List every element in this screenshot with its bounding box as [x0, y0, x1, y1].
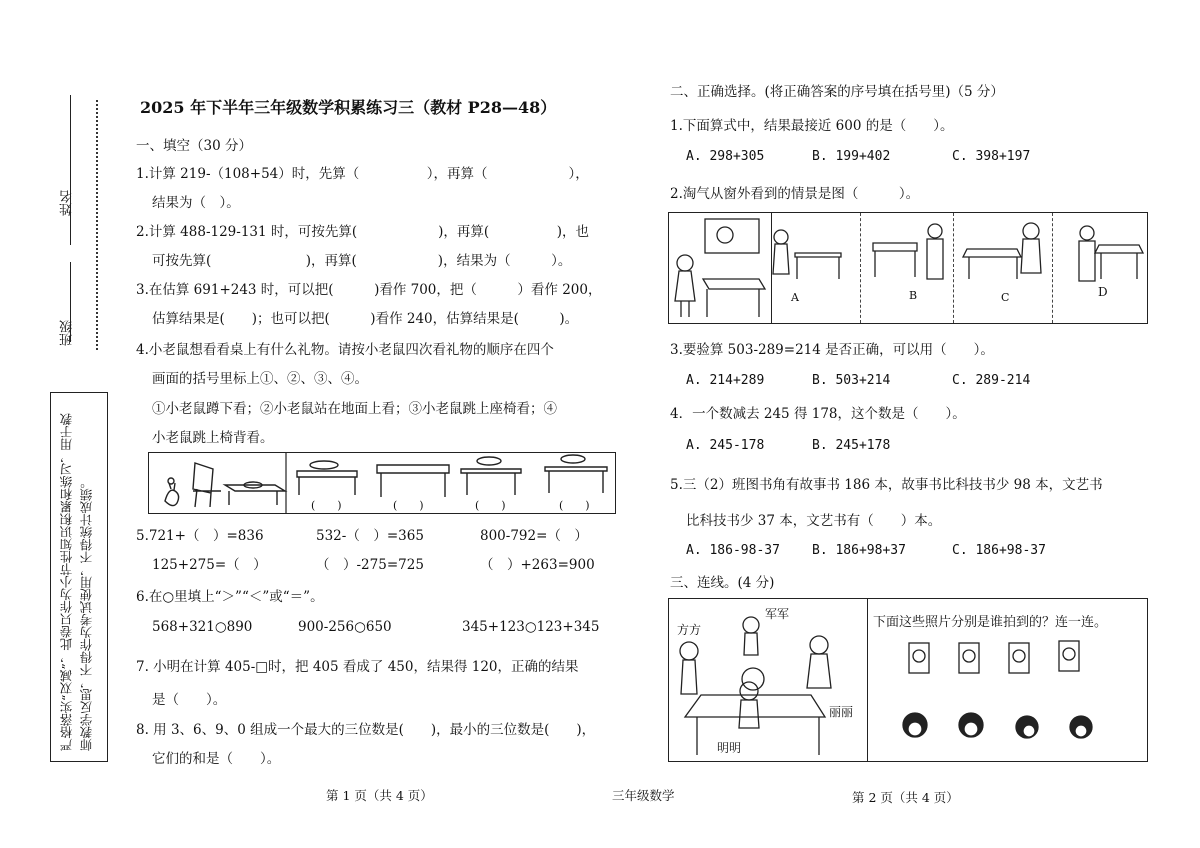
q7-line2: 是（ ）。: [152, 692, 227, 708]
q4-answer-paren-1[interactable]: ( ): [311, 499, 342, 512]
q1-line1: 1.计算 219-（108+54）时，先算（ ），再算（ ），: [136, 166, 589, 182]
c5-line2: 比科技书少 37 本，文艺书有（ ）本。: [686, 513, 942, 529]
matching-prompt: 下面这些照片分别是谁拍到的？连一连。: [873, 615, 1108, 630]
q8-line1: 8. 用 3、6、9、0 组成一个最大的三位数是( )，最小的三位数是( )，: [136, 722, 596, 738]
c2-scenes-illustration: [669, 213, 1147, 323]
c2-label-a[interactable]: A: [791, 291, 799, 304]
c2-label-b[interactable]: B: [909, 289, 918, 302]
c4-option-b[interactable]: B. 245+178: [812, 438, 891, 453]
q3-line2: 估算结果是( )；也可以把( )看作 240，估算结果是( )。: [152, 311, 579, 327]
q6-compare-3[interactable]: 345+123○123+345: [462, 619, 600, 635]
q5-row2-item3[interactable]: （ ）+263=900: [480, 557, 595, 573]
c1-question: 1.下面算式中，结果最接近 600 的是（ ）。: [670, 118, 954, 134]
name-junjun: 军军: [765, 607, 790, 621]
c1-option-a[interactable]: A. 298+305: [686, 149, 765, 164]
q2-line1: 2.计算 488-129-131 时，可按先算( )，再算( )，也: [136, 224, 589, 240]
q4-answer-paren-4[interactable]: ( ): [559, 499, 590, 512]
c2-question: 2.淘气从窗外看到的情景是图（ ）。: [670, 186, 920, 202]
q5-row2-item2[interactable]: （ ）-275=725: [316, 557, 424, 573]
c4-question: 4．一个数减去 245 得 178，这个数是（ ）。: [670, 406, 966, 422]
name-mingming: 明明: [717, 741, 742, 755]
notice-text: 严格落实“双减”，此卷只作为小节性知识积累和练习，用于教师教学反思，不得作为考试使用，不得统计成绩。: [59, 413, 94, 751]
c5-line1: 5.三（2）班图书角有故事书 186 本，故事书比科技书少 98 本，文艺书: [670, 477, 1103, 493]
c3-option-a[interactable]: A. 214+289: [686, 373, 765, 388]
q5-row1-item2[interactable]: 532-（ ）=365: [316, 528, 424, 544]
page-2-footer: 第 2 页（共 4 页）: [852, 790, 959, 805]
q5-row2-item1[interactable]: 125+275=（ ）: [152, 557, 267, 573]
c1-option-c[interactable]: C. 398+197: [952, 149, 1031, 164]
class-label: 班级: [60, 320, 75, 346]
c5-option-b[interactable]: B. 186+98+37: [812, 543, 906, 558]
c5-option-c[interactable]: C. 186+98-37: [952, 543, 1046, 558]
q6-compare-2[interactable]: 900-256○650: [298, 619, 392, 635]
name-fangfang: 方方: [677, 623, 702, 637]
q7-line1: 7. 小明在计算 405-□时，把 405 看成了 450，结果得 120，正确的结果: [136, 659, 579, 675]
center-footer: 三年级数学: [612, 788, 675, 803]
section-2-heading: 二、正确选择。(将正确答案的序号填在括号里)（5 分）: [670, 84, 1004, 100]
c2-picture-panel: [668, 212, 1148, 324]
c2-label-c[interactable]: C: [1001, 291, 1010, 304]
q4-line4: 小老鼠跳上椅背看。: [152, 430, 274, 446]
notice-box: [50, 392, 108, 762]
matching-panel: [668, 598, 1148, 762]
q6-line1: 6.在○里填上“＞”“＜”或“＝”。: [136, 589, 324, 605]
page-title: 2025 年下半年三年级数学积累练习三（教材 P28—48）: [140, 98, 557, 117]
q5-row1-item3[interactable]: 800-792=（ ）: [480, 528, 588, 544]
c2-label-d[interactable]: D: [1098, 285, 1108, 299]
section-3-heading: 三、连线。(4 分): [670, 575, 775, 591]
section-1-heading: 一、填空（30 分）: [136, 138, 252, 154]
c4-option-a[interactable]: A. 245-178: [686, 438, 765, 453]
name-lili: 丽丽: [829, 705, 854, 719]
c3-option-b[interactable]: B. 503+214: [812, 373, 891, 388]
c5-option-a[interactable]: A. 186-98-37: [686, 543, 780, 558]
q4-picture-strip: [148, 452, 616, 514]
q4-line2: 画面的括号里标上①、②、③、④。: [152, 371, 368, 387]
q1-line2: 结果为（ ）。: [152, 195, 240, 211]
c3-option-c[interactable]: C. 289-214: [952, 373, 1031, 388]
q6-compare-1[interactable]: 568+321○890: [152, 619, 253, 635]
q5-row1-item1[interactable]: 5.721+（ ）=836: [136, 528, 264, 544]
q4-answer-paren-3[interactable]: ( ): [475, 499, 506, 512]
name-label: 姓名: [60, 190, 75, 216]
q3-line1: 3.在估算 691+243 时，可以把( )看作 700，把（ ）看作 200，: [136, 282, 602, 298]
q2-line2: 可按先算( )，再算( )，结果为（ ）。: [152, 253, 572, 269]
q4-line3: ①小老鼠蹲下看；②小老鼠站在地面上看；③小老鼠跳上座椅看；④: [152, 401, 557, 417]
c1-option-b[interactable]: B. 199+402: [812, 149, 891, 164]
q8-line2: 它们的和是（ ）。: [152, 751, 281, 767]
q4-answer-paren-2[interactable]: ( ): [393, 499, 424, 512]
c3-question: 3.要验算 503-289=214 是否正确，可以用（ ）。: [670, 342, 994, 358]
name-field[interactable]: [70, 95, 71, 245]
mouse-and-furniture-illustration: [149, 453, 615, 513]
page-1-footer: 第 1 页（共 4 页）: [326, 788, 433, 803]
q4-line1: 4.小老鼠想看看桌上有什么礼物。请按小老鼠四次看礼物的顺序在四个: [136, 342, 554, 358]
binding-dotted-line: [96, 100, 98, 350]
class-field[interactable]: [70, 262, 71, 342]
